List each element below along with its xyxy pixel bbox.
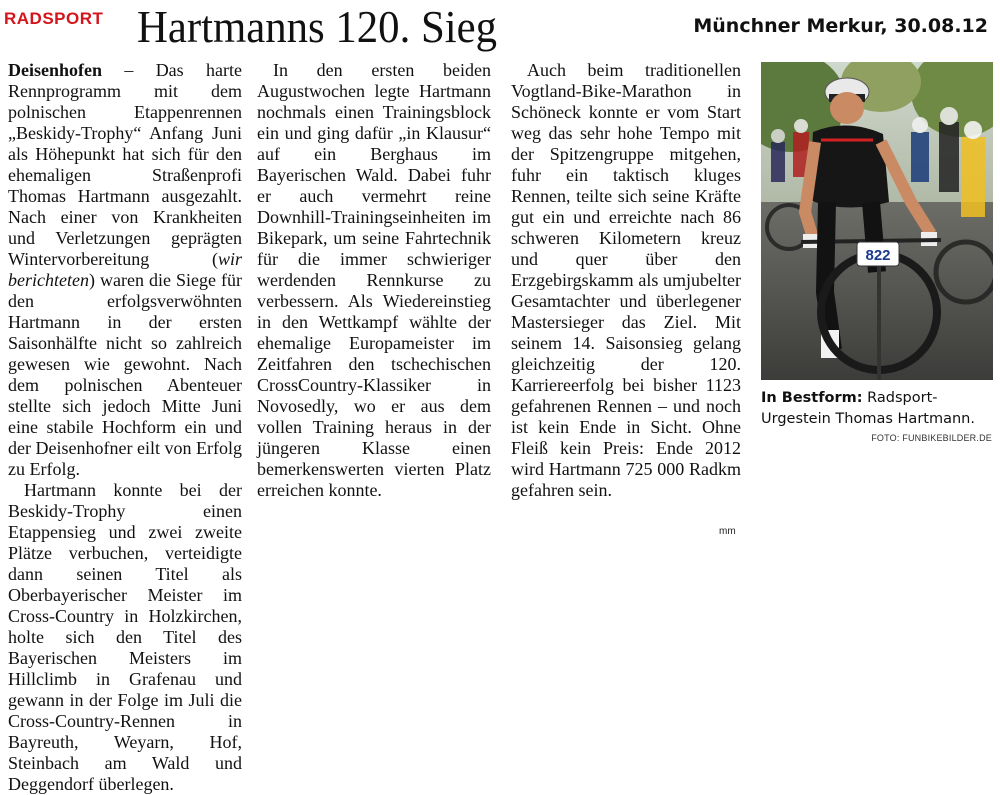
paragraph-3 — [257, 60, 491, 501]
paragraph-1 — [8, 60, 242, 480]
cyclist-photo — [761, 62, 993, 380]
dateline: Deisenhofen — [8, 60, 102, 80]
bib-number: 822 — [865, 247, 891, 264]
paragraph-1-italic: wir berichteten — [8, 249, 242, 290]
paragraph-4-text: Auch beim traditionellen Vogtland-Bike-Marathon in Schöneck konnte er vom Start weg das sehr hohe Tempo mit der Spitzengruppe mitgehen, fuhr ein taktisch kluges Rennen, teilte sich seine Kräfte gut ein und erreichte nach 86 schweren Kilometern kreuz und quer über den Erzgebirgskamm als umjubelter Gesamtachter und überlegener Mastersieger das Ziel. Mit seinem 14. Saisonsieg gelang gleichzeitig der 120. Karriereerfolg bei bisher 1123 gefahrenen Rennen – und noch ist kein Ende in Sicht. Ohne Fleiß kein Preis: Ende 2012 wird Hartmann 725 000 Radkm gefahren sein. — [511, 60, 741, 500]
paragraph-2-text: Hartmann konnte bei der Beskidy-Trophy einen Etappensieg und zwei zweite Plätze verbuchen, verteidigte dann seinen Titel als Oberbayerischer Meister im Cross-Country in Holzkirchen, holte sich den Titel des Bayerischen Meisters im Hillclimb in Grafenau und gewann in der Folge im Juli die Cross-Country-Rennen in Bayreuth, Weyarn, Hof, Steinbach am Wald und Deggendorf überlegen. — [8, 480, 242, 794]
article-column-1 — [8, 60, 242, 795]
caption-text: Radsport-Urgestein Thomas Hartmann. — [761, 390, 975, 427]
article-column-3 — [511, 60, 741, 501]
photo-credit: FOTO: FUNBIKEBILDER.DE — [871, 433, 992, 443]
headline: Hartmanns 120. Sieg — [137, 1, 498, 52]
paragraph-2 — [8, 480, 242, 795]
paragraph-1-text-b: ) waren die Siege für den erfolgsverwöhnten Hartmann in der ersten Saisonhälfte nicht so zahlreich gewesen wie gewohnt. Nach dem polnischen Abenteuer stellte sich jedoch Mitte Juni eine stabile Hochform ein und der Deisenhofner eilt von Erfolg zu Erfolg. — [8, 270, 242, 479]
author-initials: mm — [719, 526, 736, 537]
photo-caption — [761, 388, 996, 430]
paragraph-4 — [511, 60, 741, 501]
paragraph-1-text-a: – Das harte Rennprogramm mit dem polnischen Etappenrennen „Beskidy-Trophy“ Anfang Juni als Höhepunkt hat sich für den ehemaligen Straßenprofi Thomas Hartmann ausgezahlt. Nach einer von Krankheiten und Verletzungen geprägten Wintervorbereitung ( — [8, 60, 242, 269]
source-line: Münchner Merkur, 30.08.12 — [693, 15, 988, 37]
article-column-2 — [257, 60, 491, 501]
paragraph-3-text: In den ersten beiden Augustwochen legte Hartmann nochmals einen Trainingsblock ein und ging dafür „in Klausur“ auf ein Berghaus im Bayerischen Wald. Dabei fuhr er auch vermehrt reine Downhill-Trainingseinheiten im Bikepark, um seine Fahrtechnik für die immer schwieriger werdenden Rennkurse zu verbessern. Als Wiedereinstieg in den Wettkampf wählte der ehemalige Europameister im Zeitfahren den tschechischen CrossCountry-Klassiker in Novosedly, wo er aus dem vollen Training heraus in der jüngeren Klasse einen bemerkenswerten vierten Platz erreichen konnte. — [257, 60, 491, 500]
section-kicker: RADSPORT — [4, 9, 104, 28]
caption-lead: In Bestform: — [761, 390, 863, 406]
